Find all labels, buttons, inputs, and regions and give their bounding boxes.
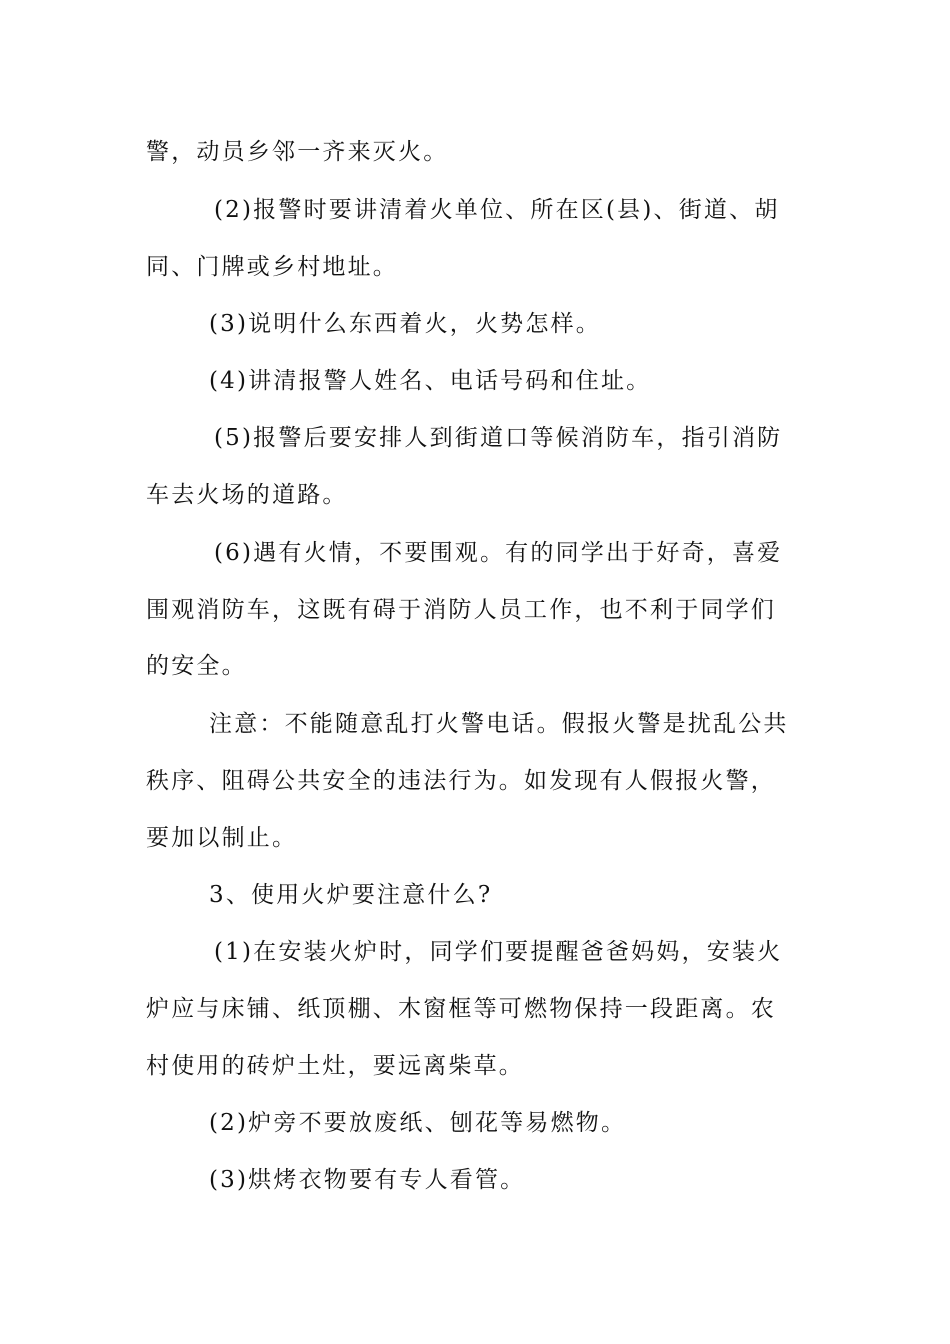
text-line: (1)在安装火炉时，同学们要提醒爸爸妈妈，安装火	[214, 939, 783, 965]
text-line: 围观消防车，这既有碍于消防人员工作，也不利于同学们	[146, 597, 776, 623]
text-line: 同、门牌或乡村地址。	[146, 254, 398, 280]
section-heading: 3、使用火炉要注意什么?	[209, 882, 493, 908]
text-line: 村使用的砖炉土灶，要远离柴草。	[146, 1053, 524, 1079]
text-line: (5)报警后要安排人到街道口等候消防车，指引消防	[214, 425, 783, 451]
text-line: 秩序、阻碍公共安全的违法行为。如发现有人假报火警，	[146, 768, 776, 794]
text-line: (2)报警时要讲清着火单位、所在区(县)、街道、胡	[214, 197, 780, 223]
text-line: 炉应与床铺、纸顶棚、木窗框等可燃物保持一段距离。农	[146, 996, 776, 1022]
text-line: (6)遇有火情，不要围观。有的同学出于好奇，喜爱	[214, 540, 783, 566]
text-line: 警，动员乡邻一齐来灭火。	[146, 139, 449, 165]
text-line: (3)烘烤衣物要有专人看管。	[209, 1167, 526, 1193]
text-line: 的安全。	[146, 653, 247, 679]
text-line: 要加以制止。	[146, 825, 298, 851]
text-line: (2)炉旁不要放废纸、刨花等易燃物。	[209, 1110, 627, 1136]
text-line: (3)说明什么东西着火，火势怎样。	[209, 311, 601, 337]
text-line: (4)讲清报警人姓名、电话号码和住址。	[209, 368, 652, 394]
text-line: 车去火场的道路。	[146, 482, 348, 508]
text-line: 注意：不能随意乱打火警电话。假报火警是扰乱公共	[209, 711, 789, 737]
